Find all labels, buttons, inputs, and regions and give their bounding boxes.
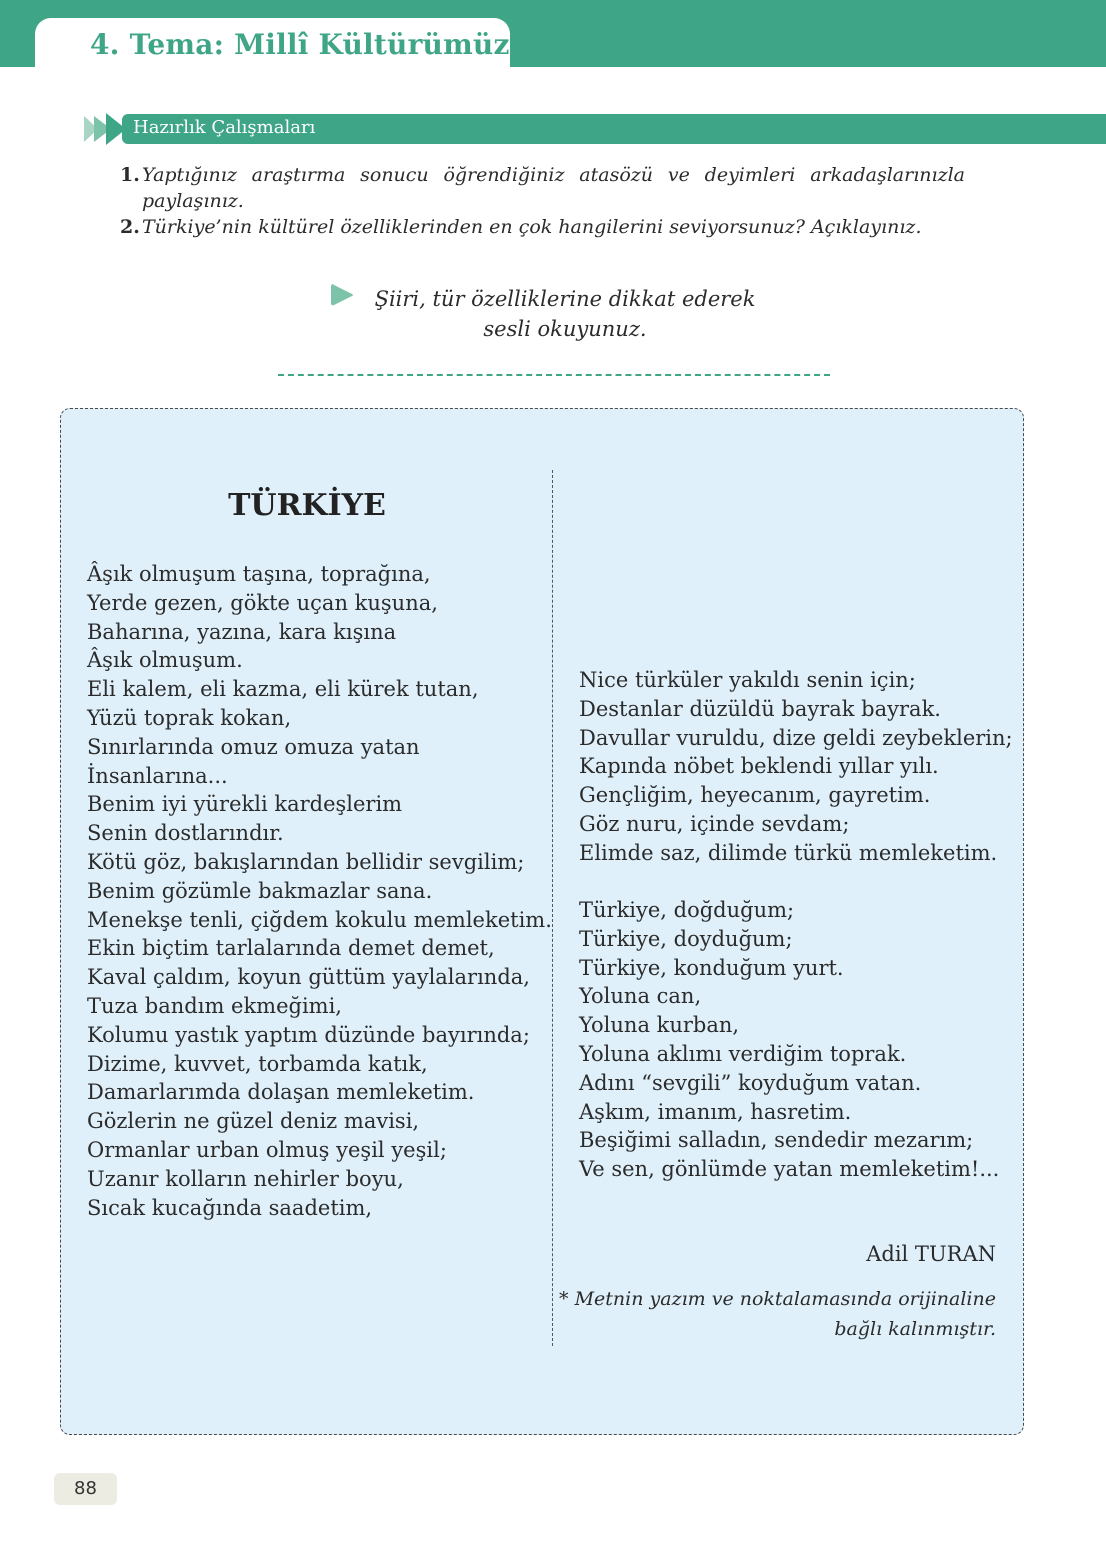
- question-text: Yaptığınız araştırma sonucu öğrendiğiniz atasözü ve deyimleri arkadaşlarınızla paylaşınız.: [142, 164, 965, 212]
- poem-line: Benim iyi yürekli kardeşlerim: [87, 792, 403, 817]
- poem-line: Elimde saz, dilimde türkü memleketim.: [579, 840, 998, 865]
- poem-line: Adını “sevgili” koyduğum vatan.: [579, 1070, 922, 1095]
- poem-line: Türkiye, doyduğum;: [579, 926, 793, 951]
- poem-line: Damarlarımda dolaşan memleketim.: [87, 1080, 475, 1105]
- poem-line: İnsanlarına...: [87, 763, 228, 788]
- poem-stanza-3: [579, 896, 999, 1184]
- hazirlik-banner: [84, 113, 1106, 145]
- poem-line: Ormanlar urban olmuş yeşil yeşil;: [87, 1137, 447, 1162]
- poem-line: Yoluna aklımı verdiğim toprak.: [579, 1041, 907, 1066]
- poem-line: Eli kalem, eli kazma, eli kürek tutan,: [87, 677, 479, 702]
- spelling-note: [556, 1284, 996, 1344]
- reading-instruction: [360, 284, 770, 344]
- poem-line: Sınırlarında omuz omuza yatan: [87, 734, 420, 759]
- question-text: Türkiye’nin kültürel özelliklerinden en çok hangilerini seviyorsunuz? Açıklayınız.: [142, 216, 922, 238]
- note-line-2: bağlı kalınmıştır.: [834, 1318, 996, 1340]
- note-line-1: * Metnin yazım ve noktalamasında orijinaline: [559, 1288, 996, 1310]
- poem-line: Beşiğimi salladın, sendedir mezarım;: [579, 1128, 974, 1153]
- poem-line: Ve sen, gönlümde yatan memleketim!...: [579, 1157, 1000, 1182]
- poem-line: Tuza bandım ekmeğimi,: [87, 993, 342, 1018]
- poem-line: Davullar vuruldu, dize geldi zeybeklerin;: [579, 725, 1013, 750]
- poem-line: Menekşe tenli, çiğdem kokulu memleketim.: [87, 907, 552, 932]
- poem-line: Yoluna kurban,: [579, 1013, 740, 1038]
- poem-line: Türkiye, konduğum yurt.: [579, 955, 844, 980]
- poem-line: Yerde gezen, gökte uçan kuşuna,: [87, 590, 438, 615]
- poem-line: Sıcak kucağında saadetim,: [87, 1195, 373, 1220]
- poem-line: Ekin biçtim tarlalarında demet demet,: [87, 936, 495, 961]
- poem-line: Kötü göz, bakışlarından bellidir sevgilim;: [87, 849, 525, 874]
- poem-line: Baharına, yazına, kara kışına: [87, 619, 397, 644]
- poem-line: Yoluna can,: [579, 984, 702, 1009]
- poem-line: Türkiye, doğduğum;: [579, 898, 795, 922]
- poem-line: Uzanır kolların nehirler boyu,: [87, 1166, 404, 1191]
- poem-stanza-2: [579, 666, 1013, 868]
- poem-line: Kolumu yastık yaptım düzünde bayırında;: [87, 1022, 530, 1047]
- poem-line: Kaval çaldım, koyun güttüm yaylalarında,: [87, 965, 530, 990]
- question-number: 2.: [120, 216, 140, 238]
- poem-author: Adil TURAN: [866, 1242, 996, 1266]
- poem-title: TÜRKİYE: [228, 488, 386, 523]
- column-divider: [552, 470, 553, 1346]
- poem-line: Âşık olmuşum.: [87, 648, 243, 673]
- poem-line: Yüzü toprak kokan,: [87, 705, 292, 730]
- poem-line: Gençliğim, heyecanım, gayretim.: [579, 783, 931, 808]
- double-arrow-icon: [84, 113, 128, 145]
- poem-line: Aşkım, imanım, hasretim.: [579, 1099, 852, 1124]
- dashed-divider: [278, 374, 830, 376]
- question-item: [120, 162, 965, 214]
- page-number: 88: [54, 1473, 117, 1505]
- poem-line: Âşık olmuşum taşına, toprağına,: [87, 562, 431, 586]
- poem-line: Gözlerin ne güzel deniz mavisi,: [87, 1109, 420, 1134]
- poem-line: Senin dostlarındır.: [87, 821, 284, 846]
- poem-line: Göz nuru, içinde sevdam;: [579, 811, 850, 836]
- question-number: 1.: [120, 164, 140, 186]
- poem-line: Dizime, kuvvet, torbamda katık,: [87, 1051, 428, 1076]
- poem-line: Benim gözümle bakmazlar sana.: [87, 878, 433, 903]
- play-arrow-icon: [330, 282, 354, 308]
- hazirlik-label: Hazırlık Çalışmaları: [133, 117, 316, 138]
- poem-line: Destanlar düzüldü bayrak bayrak.: [579, 696, 941, 721]
- poem-line: Nice türküler yakıldı senin için;: [579, 668, 916, 692]
- page-title: 4. Tema: Millî Kültürümüz: [90, 28, 510, 61]
- question-list: [120, 162, 965, 240]
- poem-line: Kapında nöbet beklendi yıllar yılı.: [579, 754, 939, 779]
- instruction-line-1: Şiiri, tür özelliklerine dikkat ederek: [374, 287, 756, 311]
- question-item: [120, 214, 965, 240]
- poem-stanza-1: [87, 560, 552, 1222]
- instruction-line-2: sesli okuyunuz.: [483, 317, 647, 341]
